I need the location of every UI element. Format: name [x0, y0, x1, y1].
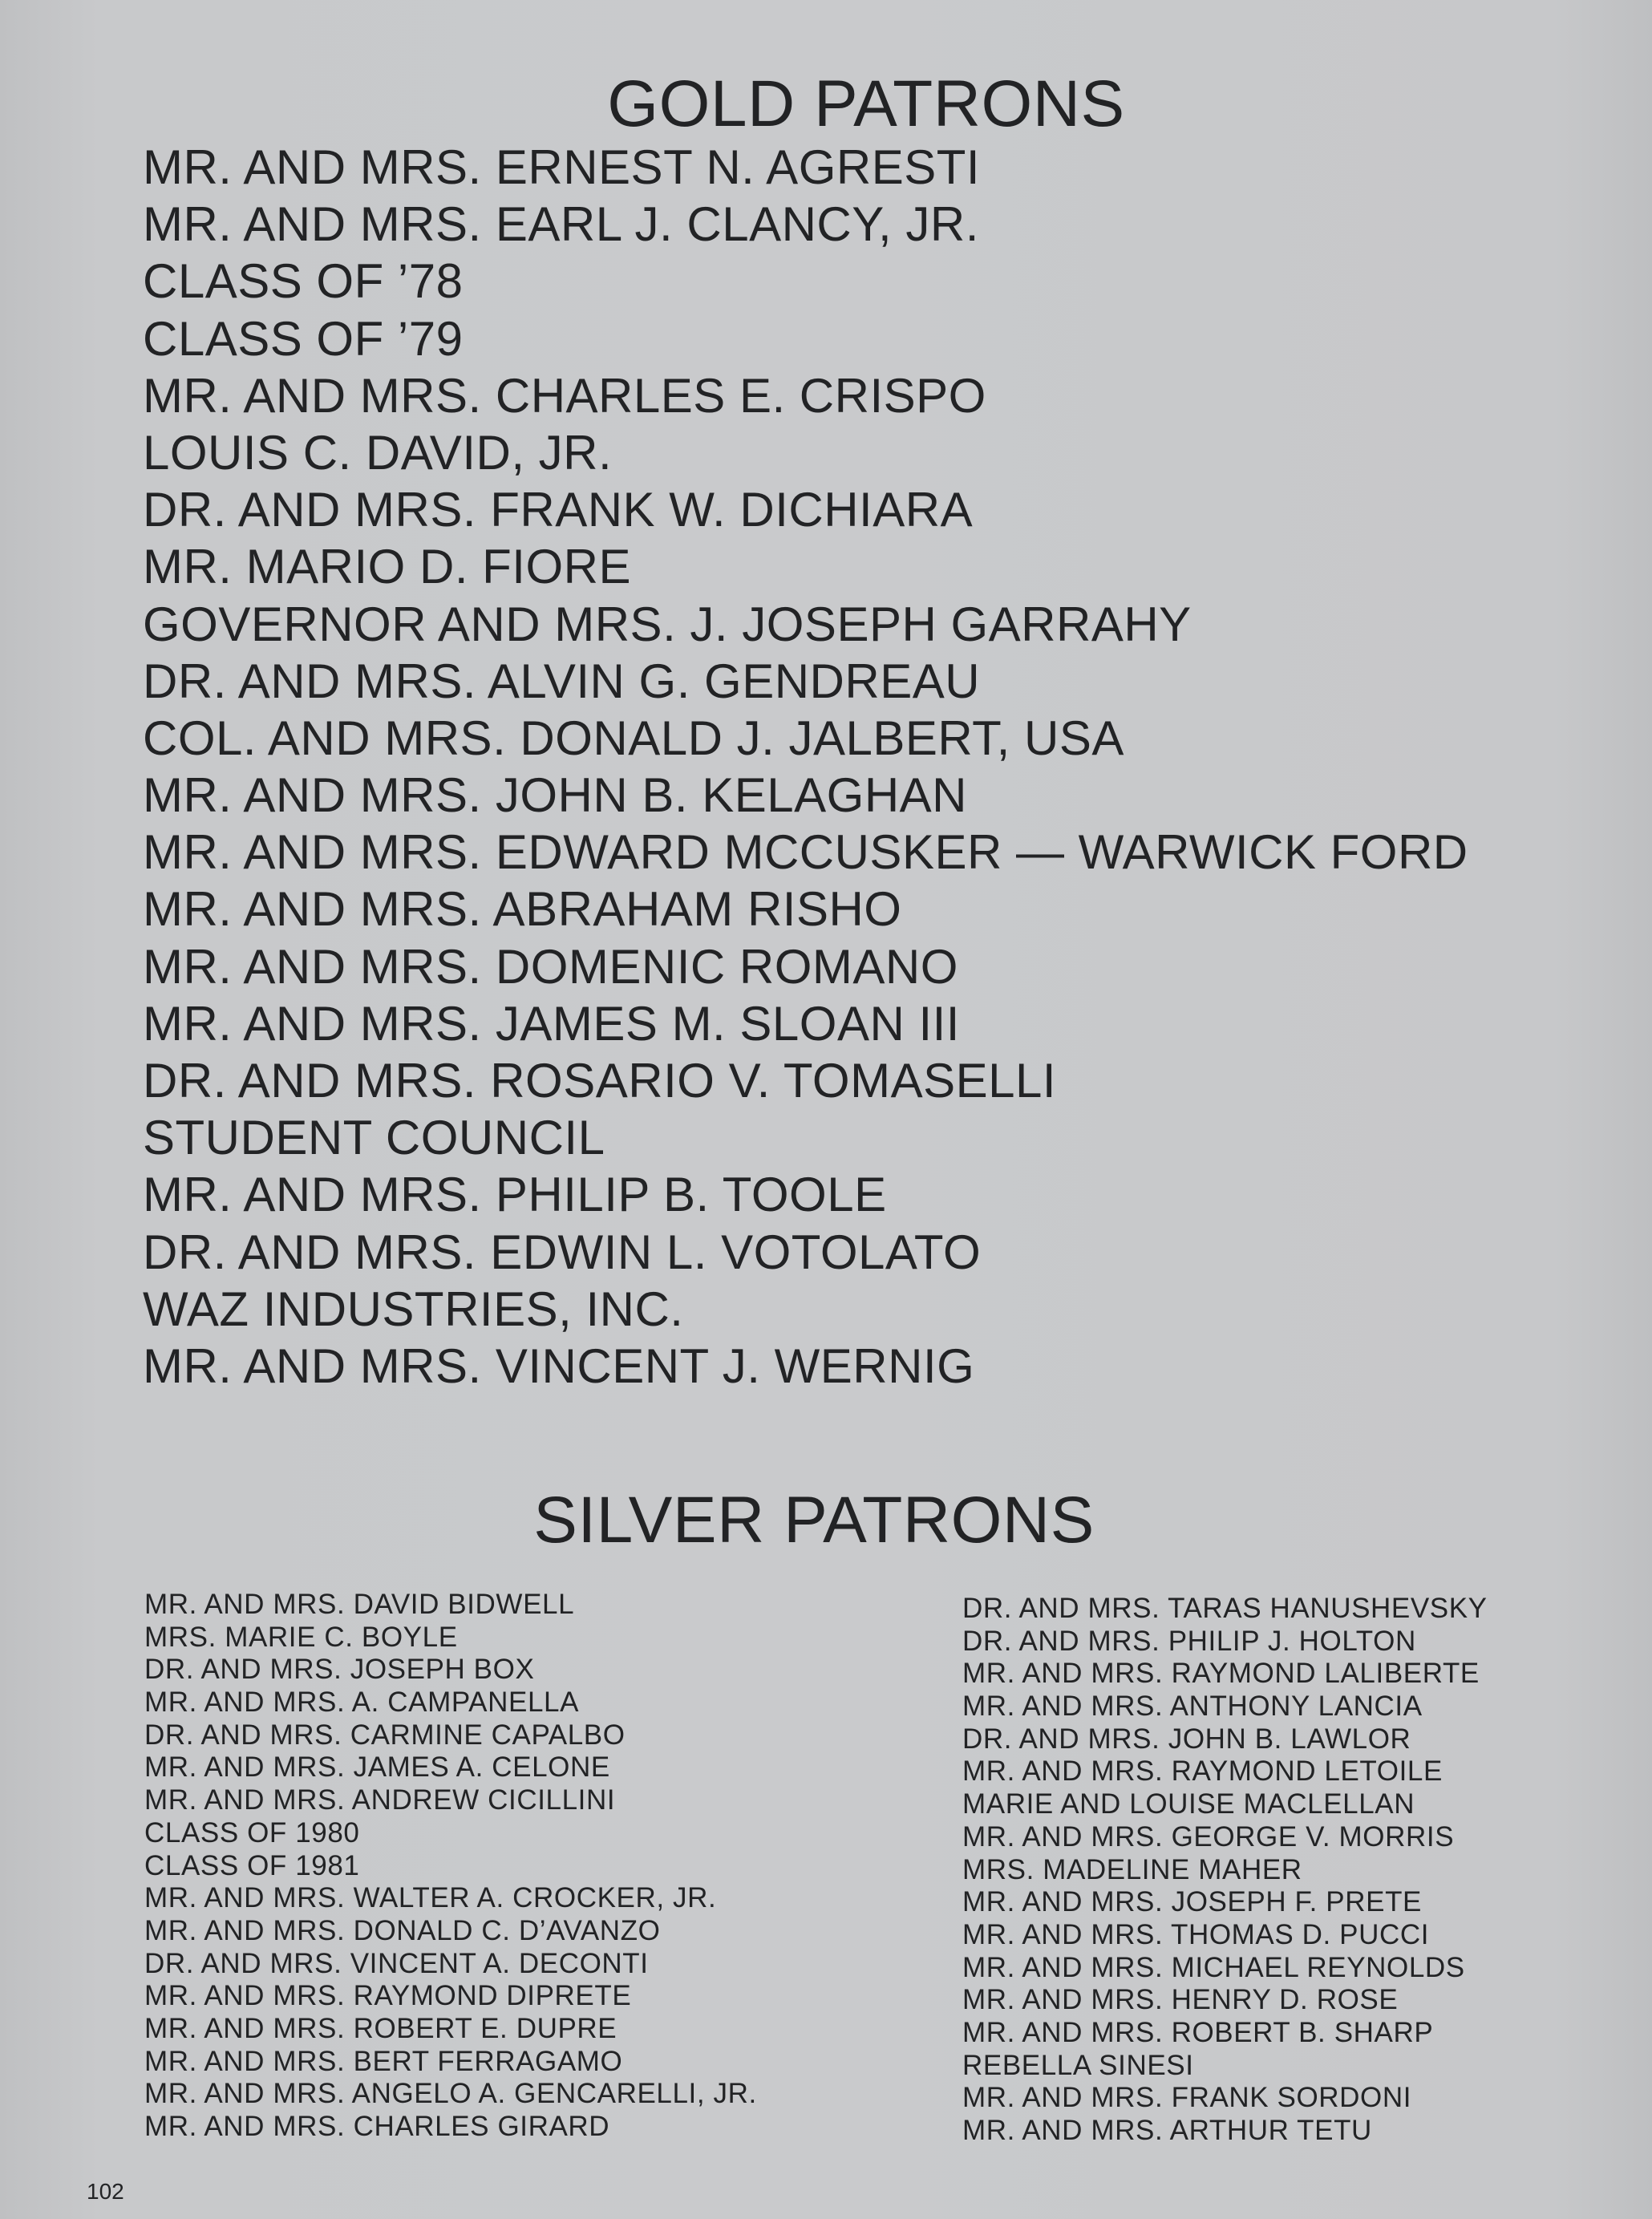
silver-patron: MR. AND MRS. RAYMOND DIPRETE: [144, 1980, 632, 2012]
gold-patron: CLASS OF ’78: [143, 254, 464, 309]
silver-patron: MR. AND MRS. CHARLES GIRARD: [144, 2111, 610, 2142]
silver-patron: MR. AND MRS. JOSEPH F. PRETE: [962, 1886, 1422, 1918]
gold-patron: DR. AND MRS. ROSARIO V. TOMASELLI: [143, 1054, 1057, 1107]
gold-patron: CLASS OF ’79: [143, 311, 464, 366]
silver-patron: MR. AND MRS. BERT FERRAGAMO: [144, 2045, 623, 2077]
silver-patron: DR. AND MRS. JOHN B. LAWLOR: [962, 1723, 1411, 1755]
gold-patron: DR. AND MRS. EDWIN L. VOTOLATO: [143, 1225, 982, 1279]
silver-patron: MR. AND MRS. ROBERT B. SHARP: [962, 2016, 1434, 2048]
silver-patron: MR. AND MRS. JAMES A. CELONE: [144, 1751, 610, 1784]
gold-patron: MR. MARIO D. FIORE: [143, 540, 631, 594]
silver-patron: DR. AND MRS. TARAS HANUSHEVSKY: [962, 1593, 1488, 1624]
silver-patron: MR. AND MRS. THOMAS D. PUCCI: [962, 1918, 1430, 1950]
silver-patron: MRS. MARIE C. BOYLE: [144, 1621, 458, 1653]
gold-patron: MR. AND MRS. EARL J. CLANCY, JR.: [143, 197, 979, 252]
gold-patron: MR. AND MRS. PHILIP B. TOOLE: [143, 1168, 887, 1222]
gold-patron: DR. AND MRS. FRANK W. DICHIARA: [143, 483, 974, 537]
page-number: 102: [87, 2179, 124, 2204]
silver-patron: DR. AND MRS. PHILIP J. HOLTON: [962, 1625, 1416, 1657]
silver-patron: MR. AND MRS. HENRY D. ROSE: [962, 1984, 1399, 2016]
silver-patron: MRS. MADELINE MAHER: [962, 1853, 1302, 1885]
gold-patrons-heading: GOLD PATRONS: [607, 67, 1125, 140]
silver-patron: MR. AND MRS. ANGELO A. GENCARELLI, JR.: [144, 2078, 757, 2110]
gold-patron: WAZ INDUSTRIES, INC.: [143, 1282, 684, 1336]
silver-patrons-right-column: [962, 1593, 1488, 2148]
silver-patron: MR. AND MRS. FRANK SORDONI: [962, 2082, 1412, 2114]
gold-patron: DR. AND MRS. ALVIN G. GENDREAU: [143, 654, 981, 708]
gold-patron: MR. AND MRS. DOMENIC ROMANO: [143, 939, 958, 994]
gold-patron: STUDENT COUNCIL: [143, 1111, 605, 1165]
gold-patron: MR. AND MRS. JOHN B. KELAGHAN: [143, 768, 967, 823]
silver-patron: DR. AND MRS. CARMINE CAPALBO: [144, 1719, 626, 1751]
silver-patron: MARIE AND LOUISE MACLELLAN: [962, 1788, 1415, 1820]
gold-patrons-list: [143, 139, 1468, 1395]
silver-patron: MR. AND MRS. WALTER A. CROCKER, JR.: [144, 1882, 717, 1914]
silver-patron: MR. AND MRS. MICHAEL REYNOLDS: [962, 1951, 1465, 1983]
silver-patron: MR. AND MRS. RAYMOND LALIBERTE: [962, 1658, 1480, 1690]
silver-patron: MR. AND MRS. ROBERT E. DUPRE: [144, 2012, 617, 2044]
silver-patron: CLASS OF 1981: [144, 1849, 360, 1881]
gold-patron: GOVERNOR AND MRS. J. JOSEPH GARRAHY: [143, 597, 1192, 651]
silver-patron: MR. AND MRS. RAYMOND LETOILE: [962, 1755, 1443, 1788]
silver-patron: MR. AND MRS. A. CAMPANELLA: [144, 1687, 580, 1719]
silver-patron: MR. AND MRS. ANTHONY LANCIA: [962, 1691, 1423, 1723]
silver-patrons-left-column: [144, 1589, 757, 2144]
silver-patron: DR. AND MRS. JOSEPH BOX: [144, 1654, 535, 1686]
silver-patron: MR. AND MRS. ARTHUR TETU: [962, 2115, 1372, 2146]
silver-patron: MR. AND MRS. ANDREW CICILLINI: [144, 1784, 616, 1816]
silver-patron: MR. AND MRS. DAVID BIDWELL: [144, 1589, 575, 1620]
gold-patron: MR. AND MRS. ERNEST N. AGRESTI: [143, 140, 981, 194]
gold-patron: LOUIS C. DAVID, JR.: [143, 425, 613, 480]
silver-patron: MR. AND MRS. GEORGE V. MORRIS: [962, 1820, 1455, 1853]
silver-patron: REBELLA SINESI: [962, 2049, 1194, 2081]
gold-patron: MR. AND MRS. CHARLES E. CRISPO: [143, 368, 986, 423]
gold-patron: COL. AND MRS. DONALD J. JALBERT, USA: [143, 711, 1124, 765]
gold-patron: MR. AND MRS. EDWARD MCCUSKER — WARWICK FORD: [143, 825, 1468, 880]
gold-patron: MR. AND MRS. ABRAHAM RISHO: [143, 882, 902, 937]
silver-patron: CLASS OF 1980: [144, 1816, 360, 1848]
gold-patron: MR. AND MRS. JAMES M. SLOAN III: [143, 996, 960, 1051]
gold-patron: MR. AND MRS. VINCENT J. WERNIG: [143, 1338, 975, 1393]
silver-patrons-heading: SILVER PATRONS: [533, 1484, 1095, 1557]
silver-patron: MR. AND MRS. DONALD C. D’AVANZO: [144, 1914, 661, 1946]
silver-patron: DR. AND MRS. VINCENT A. DECONTI: [144, 1947, 649, 1979]
